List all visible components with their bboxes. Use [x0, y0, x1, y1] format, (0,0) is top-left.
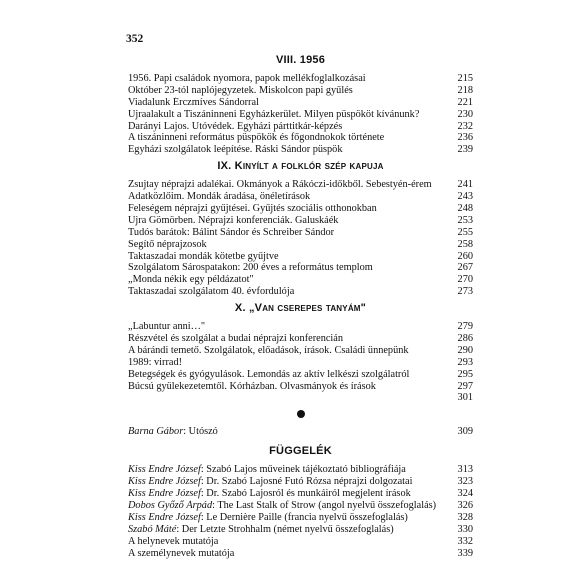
- entry-page: 295: [457, 368, 473, 380]
- entry-title: A tiszáninneni református püspökök és főgondnokok története: [128, 132, 385, 144]
- toc-entry: [128, 286, 473, 298]
- toc-entry: [128, 262, 473, 274]
- toc-entry: [128, 109, 473, 121]
- section-ix-entries: [128, 179, 473, 298]
- entry-page: 215: [457, 73, 473, 84]
- toc-entry: [128, 345, 473, 357]
- page-number: 352: [126, 33, 144, 45]
- toc-entry: [128, 476, 473, 488]
- toc-entry: [128, 464, 473, 476]
- entry-title: „Labuntur anni…": [128, 321, 206, 333]
- toc-entry: [128, 85, 473, 97]
- entry-page: 326: [457, 499, 473, 511]
- entry-title: Újra Gömörben. Néprajzi konferenciák. Galuskáék: [128, 214, 339, 226]
- toc-entry: [128, 512, 473, 524]
- entry-title-text: : Dr. Szabó Lajosról és munkáiról megjelent írások: [200, 488, 411, 500]
- entry-page: 241: [457, 179, 473, 191]
- entry-page: 309: [457, 426, 473, 438]
- entry-title: Feleségem néprajzi gyűjtései. Gyűjtés szociális otthonokban: [128, 203, 377, 215]
- toc-entry-afterword: [128, 426, 473, 438]
- entry-page: 270: [457, 274, 473, 286]
- entry-title: A bárándi temető. Szolgálatok, előadások, írások. Családi ünnepünk: [128, 344, 409, 356]
- entry-title: Zsujtay néprajzi adalékai. Okmányok a Rákóczi-időkből. Sebestyén-érem: [128, 179, 432, 191]
- table-of-contents: [128, 50, 473, 559]
- entry-page: 324: [457, 488, 473, 500]
- entry-page: 332: [457, 535, 473, 547]
- entry-page: 290: [457, 344, 473, 356]
- toc-entry: [128, 524, 473, 536]
- entry-page: 279: [457, 321, 473, 333]
- entry-author: Kiss Endre József: [128, 476, 201, 488]
- entry-title: [128, 392, 134, 404]
- entry-title: Darányi Lajos. Utóvédek. Egyházi párttitkár-képzés: [128, 120, 343, 132]
- entry-author: Kiss Endre József: [128, 511, 201, 523]
- entry-title: „Monda nékik egy példázatot": [128, 274, 254, 286]
- entry-author: Dobos Győző Árpád: [128, 499, 213, 511]
- toc-entry: [128, 73, 473, 85]
- entry-page: 260: [457, 250, 473, 262]
- entry-title: [128, 512, 414, 524]
- section-heading-x: X. „Van cserepes tanyám": [234, 302, 367, 315]
- entry-title: 1989: virrad!: [128, 356, 183, 368]
- entry-title: [128, 426, 224, 438]
- entry-title: [128, 464, 412, 476]
- entry-title: Október 23-tól naplójegyzetek. Miskolcon papi gyűlés: [128, 84, 353, 96]
- appendix-entries: [128, 464, 473, 559]
- entry-page: 248: [457, 203, 473, 215]
- toc-entry: [128, 333, 473, 345]
- entry-author: Barna Gábor: [128, 426, 184, 438]
- entry-title: Részvétel és szolgálat a budai néprajzi konferencián: [128, 333, 343, 345]
- entry-title: Viadalunk Érczmíves Sándorral: [128, 96, 259, 108]
- toc-entry: [128, 381, 473, 393]
- entry-title: 1956. Papi családok nyomora, papok mellékfoglalkozásai: [128, 73, 366, 84]
- entry-page: 239: [457, 144, 473, 156]
- entry-page: 267: [457, 262, 473, 274]
- toc-entry: [128, 215, 473, 227]
- toc-entry: [128, 500, 473, 512]
- entry-page: 313: [457, 464, 473, 476]
- entry-title-text: : Der Letzte Strohhalm (német nyelvű összefoglalás): [176, 523, 394, 535]
- toc-entry: [128, 321, 473, 333]
- entry-title-text: : The Last Stalk of Strow (angol nyelvű összefoglalás): [212, 499, 437, 511]
- entry-page: 323: [457, 476, 473, 488]
- section-heading-ix: IX. Kinyílt a folklór szép kapuja: [217, 160, 384, 173]
- entry-page: 255: [457, 226, 473, 238]
- entry-page: 243: [457, 191, 473, 203]
- toc-entry: [128, 239, 473, 251]
- toc-entry: [128, 191, 473, 203]
- entry-page: 339: [457, 547, 473, 559]
- entry-title: [128, 488, 417, 500]
- entry-title-text: : Le Dernière Paille (francia nyelvű összefoglalás): [200, 511, 408, 523]
- entry-title-text: : Utószó: [183, 426, 218, 438]
- entry-page: 232: [457, 120, 473, 132]
- entry-page: 301: [457, 392, 473, 404]
- entry-page: 330: [457, 523, 473, 535]
- entry-title: Segítő néprajzosok: [128, 238, 207, 250]
- toc-entry: [128, 121, 473, 133]
- entry-page: 328: [457, 511, 473, 523]
- entry-page: 253: [457, 214, 473, 226]
- entry-title: [128, 500, 442, 512]
- entry-title: Taktaszadai mondák kötetbe gyűjtve: [128, 250, 279, 262]
- entry-title: [128, 476, 418, 488]
- toc-entry: [128, 392, 473, 404]
- entry-title: [128, 524, 400, 536]
- entry-page: 297: [457, 380, 473, 392]
- toc-entry: [128, 97, 473, 109]
- appendix-heading: FÜGGELÉK: [269, 445, 332, 458]
- entry-author: Kiss Endre József: [128, 464, 201, 476]
- entry-author: Szabó Máté: [128, 523, 177, 535]
- toc-entry: [128, 548, 473, 560]
- entry-title-text: : Szabó Lajos műveinek tájékoztató bibliográfiája: [200, 464, 406, 476]
- toc-entry: [128, 203, 473, 215]
- entry-page: 221: [457, 96, 473, 108]
- section-divider-bullet: [297, 410, 305, 418]
- entry-page: 236: [457, 132, 473, 144]
- entry-title-text: A személynevek mutatója: [128, 547, 235, 559]
- section-heading-viii: VIII. 1956: [275, 54, 326, 66]
- entry-title-text: : Dr. Szabó Lajosné Futó Rózsa néprajzi dolgozatai: [200, 476, 413, 488]
- entry-title: Egyházi szolgálatok leépítése. Ráski Sándor püspök: [128, 144, 343, 156]
- toc-entry: [128, 274, 473, 286]
- toc-entry: [128, 251, 473, 263]
- entry-page: 293: [457, 356, 473, 368]
- section-viii-entries: [128, 73, 473, 156]
- entry-title: Tudós barátok: Bálint Sándor és Schreiber Sándor: [128, 226, 335, 238]
- section-x-entries: [128, 321, 473, 404]
- entry-page: 218: [457, 84, 473, 96]
- toc-entry: [128, 227, 473, 239]
- toc-entry: [128, 144, 473, 156]
- entry-title: [128, 548, 240, 560]
- entry-page: 258: [457, 238, 473, 250]
- entry-title-text: A helynevek mutatója: [128, 535, 219, 547]
- entry-author: Kiss Endre József: [128, 488, 201, 500]
- toc-entry: [128, 488, 473, 500]
- entry-title: Betegségek és gyógyulások. Lemondás az aktív lelkészi szolgálatról: [128, 368, 410, 380]
- toc-entry: [128, 179, 473, 191]
- toc-entry: [128, 132, 473, 144]
- toc-entry: [128, 369, 473, 381]
- entry-page: 230: [457, 108, 473, 120]
- entry-title: Szolgálatom Sárospatakon: 200 éves a református templom: [128, 262, 373, 274]
- entry-title: [128, 536, 224, 548]
- entry-page: 273: [457, 286, 473, 298]
- entry-title: Újraalakult a Tiszáninneni Egyházkerület. Milyen püspököt kívánunk?: [128, 108, 420, 120]
- entry-title: Búcsú gyülekezetemtől. Kórházban. Olvasmányok és írások: [128, 380, 376, 392]
- entry-title: Taktaszadai szolgálatom 40. évfordulója: [128, 286, 295, 298]
- toc-entry: [128, 536, 473, 548]
- entry-title: Adatközlőim. Mondák áradása, önéletírások: [128, 191, 311, 203]
- toc-entry: [128, 357, 473, 369]
- entry-page: 286: [457, 333, 473, 345]
